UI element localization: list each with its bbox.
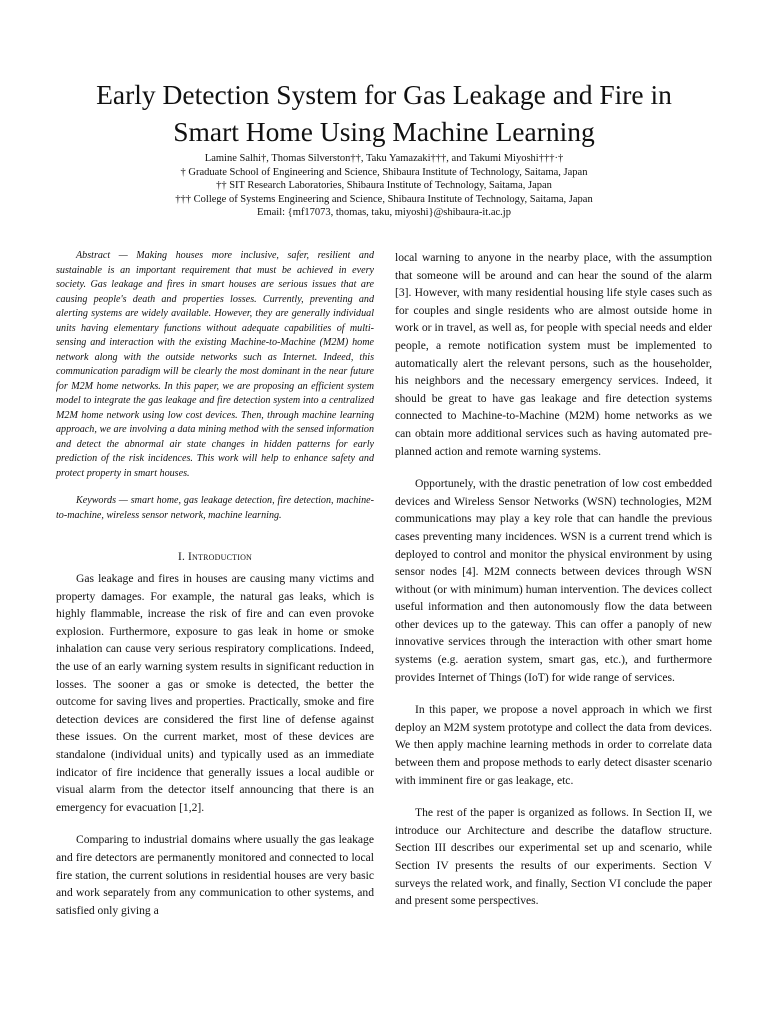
authors: Lamine Salhi†, Thomas Silverston††, Taku Yamazaki†††, and Takumi Miyoshi†††·† [204, 153, 564, 164]
keywords: Keywords — smart home, gas leakage detection, fire detection, machine-to-machine, wireless sensor network, machine learning. [56, 495, 374, 521]
email: Email: {mf17073, thomas, taku, miyoshi}@shibaura-it.ac.jp [257, 207, 511, 219]
abstract: Abstract — Making houses more inclusive, safer, resilient and sustainable is an important requirement that must be achieved in every society. Gas leakage and fires in smart houses are serious issues that are causing people's death and properties losses. Currently, preventing and alerting systems are widely available. However, they are generally individual units having elementary functions without adequate capabilities of multi-sensing and interaction with the existing Machine-to-Machine (M2M) home network along with the outside networks such as Internet. Indeed, this communication paradigm will be clearly the most dominant in the near future for M2M home networks. In this paper, we are proposing an efficient system model to integrate the gas leakage and fire detection system into a centralized M2M home network using low cost devices. Then, through machine learning approach, we are involving a data mining method with the sensed information and detect the abnormal air state changes in hidden patterns for early prediction of the risk incidences. This work will help to enhance safety and protect property in smart houses. [56, 250, 374, 479]
affiliation-1: † Graduate School of Engineering and Science, Shibaura Institute of Technology, Saitama, Japan [180, 166, 588, 178]
body-paragraph: The rest of the paper is organized as follows. In Section II, we introduce our Architecture and describe the dataflow structure. Section III describes our experimental set up and scenario, while Section IV presents the results of our experiments. Section V surveys the related work, and finally, Section VI conclude the paper and present some perspectives. [395, 806, 712, 908]
title-line-1: Early Detection System for Gas Leakage and Fire in [96, 79, 672, 110]
paper-title [40, 76, 728, 150]
title-line-2: Smart Home Using Machine Learning [173, 116, 595, 147]
body-paragraph: Opportunely, with the drastic penetration of low cost embedded devices and Wireless Sensor Networks (WSN) technologies, M2M communications may play a key role that can handle the previous cases preventing many incidences. WSN is a current trend which is deployed to control and monitor the physical environment by using sensor nodes [4]. M2M connects between devices through WSN without (or with minimum) human intervention. The devices collect useful information and then autonomously flow the data between other devices up to the gateway. This can offer a panoply of new innovative services through the interaction with other smart home systems (e.g. aeration system, smart gas, etc.), and furthermore provides Internet of Things (IoT) for wide range of services. [395, 477, 712, 684]
left-column [56, 249, 374, 919]
section-heading-introduction: I. Introduction [177, 551, 253, 563]
body-paragraph: Comparing to industrial domains where usually the gas leakage and fire detectors are permanently monitored and connected to local fire station, the current solutions in residential houses are very basic and work separately from any communication to other systems, and satisfied only giving a [56, 833, 374, 917]
body-paragraph: In this paper, we propose a novel approach in which we first deploy an M2M system prototype and collect the data from devices. We then apply machine learning methods in order to correlate data between them and propose methods to early detect disaster scenario with imminent fire or gas leakage, etc. [395, 703, 712, 787]
affiliation-2: †† SIT Research Laboratories, Shibaura Institute of Technology, Saitama, Japan [216, 180, 552, 192]
affiliation-3: ††† College of Systems Engineering and Science, Shibaura Institute of Technology, Saitama, Japan [175, 193, 593, 205]
right-column [395, 249, 712, 910]
body-paragraph: local warning to anyone in the nearby place, with the assumption that someone will be around and can hear the sound of the alarm [3]. However, with many residential housing life style cases such as for couples and single residents who are almost outside home in work or in travel, as well as, for people with special needs and elder people, a remote notification system must be implemented to automatically alert the relevant persons, such as the householder, his neighbors and the necessary emergency services. Indeed, it should be great to have gas leakage and fire detection systems connected to Machine-to-Machine (M2M) home networks as we can obtain more additional services such as having automated pre-planned action and remote warning systems. [395, 251, 712, 458]
author-block [60, 152, 708, 220]
body-paragraph: Gas leakage and fires in houses are causing many victims and property damages. For example, the natural gas leaks, which is highly flammable, increase the risk of fire and can even provoke explosion. Furthermore, exposure to gas leak in home or smoke inhalation can cause very serious respiratory complications. Indeed, the use of an early warning system results in significant reduction in losses. The sooner a gas or smoke is detected, the better the outcome for saving lives and properties. Practically, smoke and fire detection devices are considered the first line of defense against these issues. On the current market, most of these devices are standalone (individual units) and typically used as an immediate indicator of fire incidence that generally issues a local audible or visual alarm from the detector itself announcing that there is an emergency for evacuation [1,2]. [56, 572, 374, 814]
